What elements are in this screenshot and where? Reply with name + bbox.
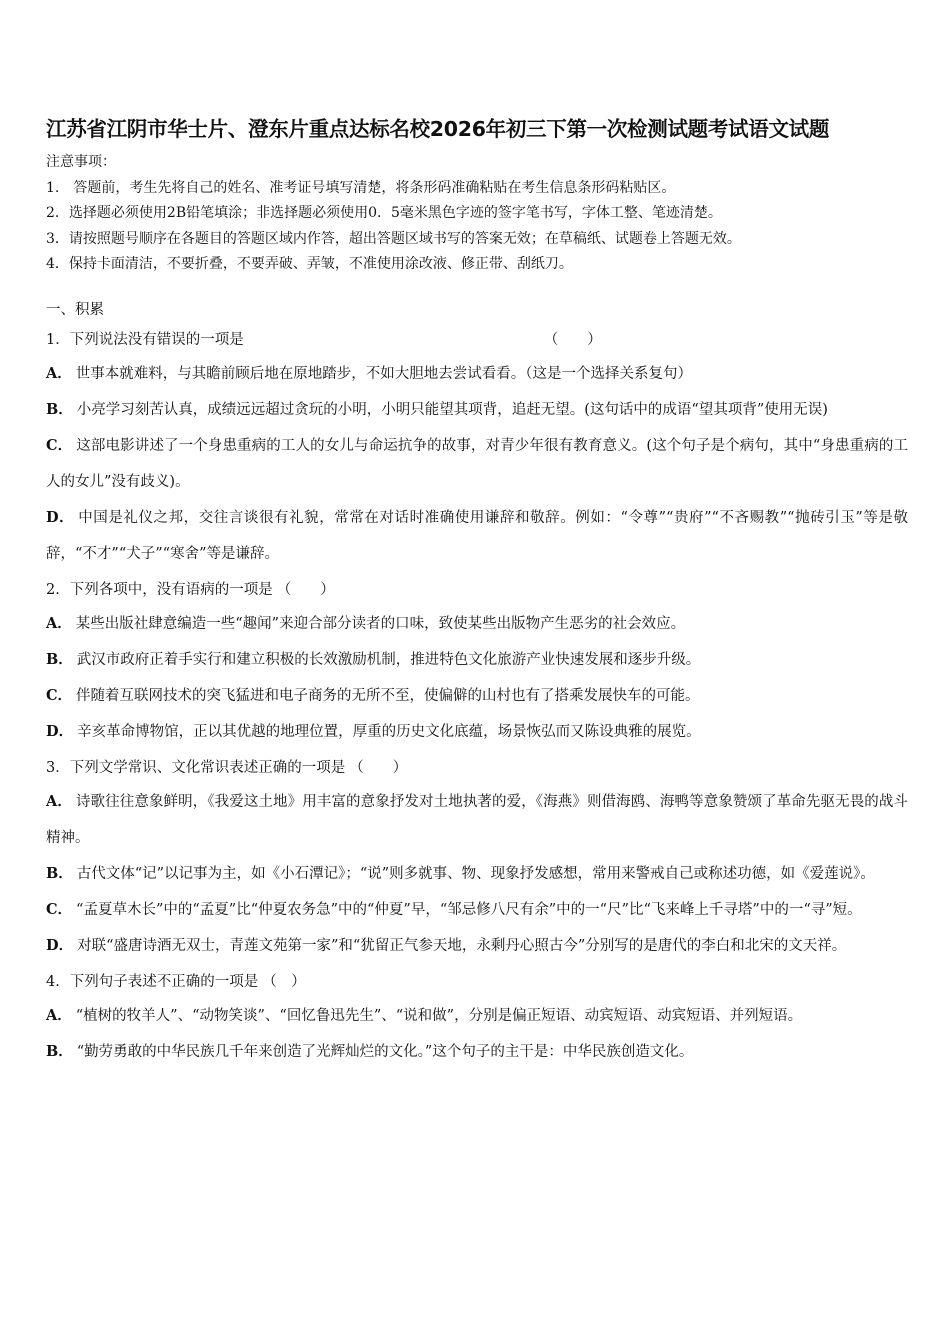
option-text: 对联“盛唐诗酒无双士，青莲文苑第一家”和“犹留正气参天地，永剩丹心照古今”分别写的是唐代的李白和北宋的文天祥。	[77, 938, 847, 954]
option-label: A．	[46, 365, 72, 382]
option-label: B．	[46, 1043, 73, 1060]
option-label: B．	[46, 651, 73, 668]
notice-block	[46, 150, 741, 278]
question-text: 3．下列文学常识、文化常识表述正确的一项是	[46, 760, 346, 776]
option-label: A．	[46, 793, 72, 810]
option-item	[46, 356, 908, 392]
option-item	[46, 784, 908, 856]
option-label: B．	[46, 865, 73, 882]
option-item	[46, 892, 908, 928]
option-item	[46, 1034, 908, 1070]
answer-paren: （ ）	[349, 760, 408, 776]
option-label: D．	[46, 937, 74, 954]
notice-heading: 注意事项：	[46, 154, 116, 170]
option-text: 世事本就难料，与其瞻前顾后地在原地踏步，不如大胆地去尝试看看。（这是一个选择关系复句）	[75, 366, 693, 382]
option-label: C．	[46, 437, 73, 454]
option-label: C．	[46, 687, 73, 704]
option-label: D．	[46, 509, 75, 526]
option-item	[46, 428, 908, 500]
option-text: “植树的牧羊人”、“动物笑谈”、“回忆鲁迅先生”、“说和做”，分别是偏正短语、动宾短语、动宾短语、并列短语。	[75, 1008, 803, 1024]
option-item	[46, 392, 908, 428]
page-title: 江苏省江阴市华士片、澄东片重点达标名校2026年初三下第一次检测试题考试语文试题	[46, 117, 830, 141]
option-text: “孟夏草木长”中的“孟夏”比“仲夏农务急”中的“仲夏”早，“邹忌修八尺有余”中的一“尺”比“飞来峰上千寻塔”中的一“寻”短。	[76, 902, 862, 918]
option-text: 诗歌往往意象鲜明，《我爱这土地》用丰富的意象抒发对土地执著的爱，《海燕》则借海鸥、海鸭等意象赞颂了革命先驱无畏的战斗精神。	[46, 794, 908, 846]
notice-item: 1. 答题前，考生先将自己的姓名、准考证号填写清楚，将条形码准确粘贴在考生信息条形码粘贴区。	[46, 179, 676, 196]
option-item	[46, 500, 908, 572]
option-item	[46, 642, 908, 678]
option-text: 中国是礼仪之邦，交往言谈很有礼貌，常常在对话时准确使用谦辞和敬辞。例如：“令尊”“贵府”“不吝赐教”“抛砖引玉”等是敬辞，“不才”“犬子”“寒舍”等是谦辞。	[46, 510, 908, 562]
option-label: A．	[46, 1007, 72, 1024]
option-text: 某些出版社肆意编造一些“趣闻”来迎合部分读者的口味，致使某些出版物产生恶劣的社会效应。	[75, 616, 686, 632]
option-item	[46, 928, 908, 964]
notice-item: 2．选择题必须使用2B铅笔填涂；非选择题必须使用0．5毫米黑色字迹的签字笔书写，字体工整、笔迹清楚。	[46, 205, 722, 221]
option-item	[46, 856, 908, 892]
question-stem	[46, 328, 908, 352]
option-item	[46, 714, 908, 750]
questions-content	[46, 298, 908, 1070]
question-stem	[46, 578, 908, 602]
option-label: C．	[46, 901, 73, 918]
option-item	[46, 998, 908, 1034]
answer-paren: （ ）	[276, 582, 335, 598]
option-item	[46, 678, 908, 714]
option-label: D．	[46, 723, 74, 740]
option-text: 小亮学习刻苦认真，成绩远远超过贪玩的小明，小明只能望其项背，追赶无望。(这句话中的成语“望其项背”使用无误)	[76, 402, 828, 418]
option-label: B．	[46, 401, 73, 418]
question-text: 4．下列句子表述不正确的一项是	[46, 974, 259, 990]
option-text: 武汉市政府正着手实行和建立积极的长效激励机制，推进特色文化旅游产业快速发展和逐步升级。	[76, 652, 701, 668]
question-stem	[46, 970, 908, 994]
option-text: 这部电影讲述了一个身患重病的工人的女儿与命运抗争的故事，对青少年很有教育意义。(这个句子是个病句，其中“身患重病的工人的女儿”没有歧义)。	[46, 438, 908, 490]
option-text: “勤劳勇敢的中华民族几千年来创造了光辉灿烂的文化。”这个句子的主干是：中华民族创造文化。	[76, 1044, 694, 1060]
notice-item: 4．保持卡面清洁，不要折叠，不要弄破、弄皱，不准使用涂改液、修正带、刮纸刀。	[46, 256, 573, 272]
section-heading: 一、积累	[46, 302, 104, 318]
option-text: 伴随着互联网技术的突飞猛进和电子商务的无所不至，使偏僻的山村也有了搭乘发展快车的可能。	[76, 688, 700, 704]
answer-paren: （ ）	[543, 332, 602, 348]
option-text: 辛亥革命博物馆，正以其优越的地理位置，厚重的历史文化底蕴，场景恢弘而又陈设典雅的展览。	[77, 724, 701, 740]
option-item	[46, 606, 908, 642]
question-text: 1．下列说法没有错误的一项是	[46, 332, 244, 348]
question-stem	[46, 756, 908, 780]
option-text: 古代文体“记”以记事为主，如《小石潭记》；“说”则多就事、物、现象抒发感想，常用来警戒自己或称述功德，如《爱莲说》。	[76, 866, 875, 882]
notice-item: 3．请按照题号顺序在各题目的答题区域内作答，超出答题区域书写的答案无效；在草稿纸、试题卷上答题无效。	[46, 230, 741, 247]
question-text: 2．下列各项中，没有语病的一项是	[46, 582, 273, 598]
answer-paren: （ ）	[262, 974, 306, 990]
option-label: A．	[46, 615, 72, 632]
